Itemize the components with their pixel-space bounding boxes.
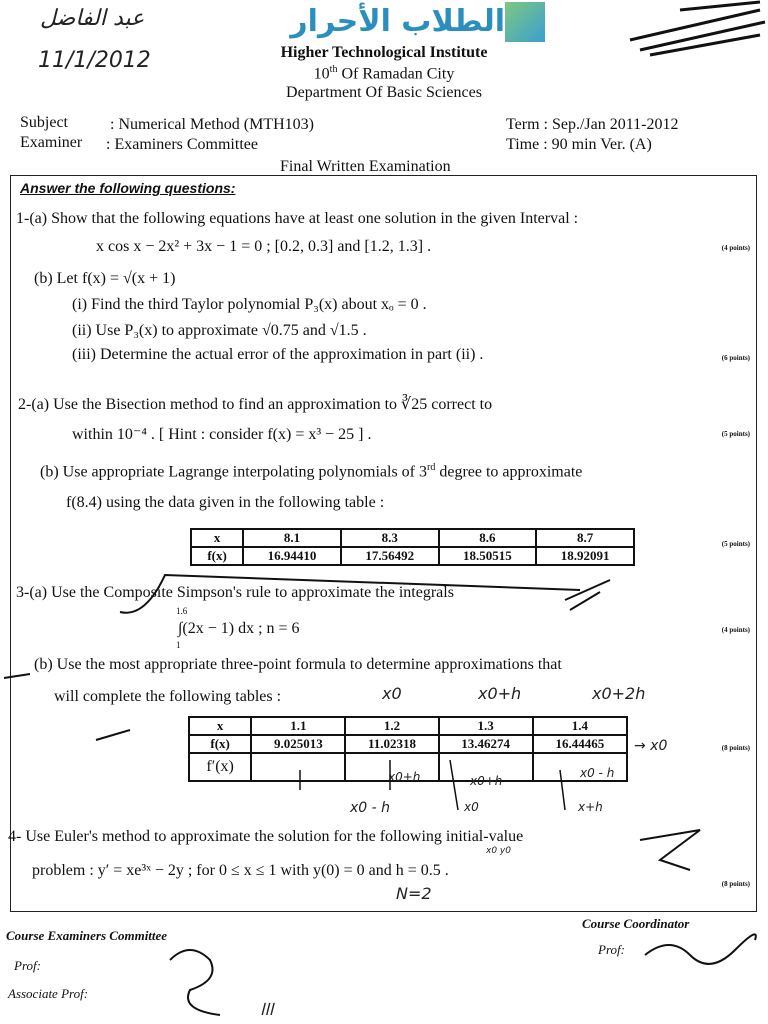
subject-label: Subject: [20, 114, 68, 131]
table-cell: 9.025013: [251, 735, 345, 753]
q4-points: (8 points): [721, 880, 750, 888]
city-name: Of Ramadan City: [337, 65, 455, 83]
q2b-points: (5 points): [721, 540, 750, 548]
annot-x02h: x0+2h: [592, 684, 646, 703]
q3b-points: (8 points): [721, 744, 750, 752]
q2b-label: (b): [40, 463, 59, 481]
annot-x0mh2: x0 - h: [350, 800, 391, 816]
logo-text: الطلاب الأحرار: [290, 4, 505, 39]
annot-x0mh: x0 - h: [580, 766, 615, 780]
table-cell: 8.7: [536, 529, 634, 547]
annot-x0th2: x0+h: [470, 774, 503, 788]
q3b-text: Use the most appropriate three-point formula to determine approximations that: [56, 656, 562, 673]
annot-n2: N=2: [396, 884, 432, 903]
examiner-value: : Examiners Committee: [106, 136, 258, 153]
table-cell: x: [191, 529, 243, 547]
footer-committee: Course Examiners Committee: [6, 928, 168, 943]
bottom-scribble: ااا: [260, 1000, 274, 1019]
q1a-equation: x cos x − 2x² + 3x − 1 = 0 ; [0.2, 0.3] and [1.2, 1.3] .: [96, 238, 432, 255]
q3b-label: (b): [34, 656, 53, 673]
handwritten-date: 11/1/2012: [38, 48, 151, 73]
time-info: Time : 90 min Ver. (A): [506, 136, 652, 153]
table-cell: 17.56492: [341, 547, 439, 565]
annot-xo: x0: [464, 800, 479, 814]
table-cell: x: [189, 717, 251, 735]
table-cell: 1.1: [251, 717, 345, 735]
q1a-label: 1-(a): [16, 210, 48, 227]
q2b-line2: f(8.4) using the data given in the following table :: [66, 494, 385, 511]
q3a-text: Use the Composite Simpson's rule to approximate the integrals: [51, 584, 454, 601]
q3a-lower-limit: 1: [176, 640, 181, 650]
table-cell: 8.3: [341, 529, 439, 547]
annot-xo-small: x0 y0: [486, 846, 511, 856]
table-cell: 11.02318: [345, 735, 438, 753]
q1b-function: f(x) = √(x + 1): [81, 270, 176, 287]
handwritten-name: عبد الفاضل: [40, 6, 145, 31]
exam-title: Final Written Examination: [280, 158, 451, 175]
table-cell: 8.1: [243, 529, 341, 547]
table-cell: f′(x): [189, 753, 251, 781]
q1b-ii-text: Use P₃(x) to approximate √0.75 and √1.5 .: [95, 322, 367, 339]
table-cell: f(x): [189, 735, 251, 753]
table-cell: 18.92091: [536, 547, 634, 565]
table-cell: 16.44465: [533, 735, 627, 753]
q3a-integral: ∫(2x − 1) dx ; n = 6: [178, 620, 300, 637]
q1a-points: (4 points): [721, 244, 750, 252]
table-cell: 16.94410: [243, 547, 341, 565]
term-info: Term : Sep./Jan 2011-2012: [506, 116, 679, 133]
footer-prof: Prof:: [14, 958, 41, 973]
q3a-points: (4 points): [721, 626, 750, 634]
q1a-text: Show that the following equations have at least one solution in the given Interval :: [51, 210, 579, 227]
q2a-line2: within 10⁻⁴ . [ Hint : consider f(x) = x³ − 25 ] .: [72, 426, 372, 443]
coordinator-signature: [640, 930, 760, 970]
table-cell: 1.4: [533, 717, 627, 735]
q4-line2: problem : y′ = xe³ˣ − 2y ; for 0 ≤ x ≤ 1 with y(0) = 0 and h = 0.5 .: [32, 862, 449, 879]
q1b-i-text: Find the third Taylor polynomial P₃(x) about xₒ = 0 .: [91, 296, 427, 313]
footer-assoc: Associate Prof:: [8, 986, 89, 1001]
annot-x0: x0: [382, 684, 402, 703]
q2b-text-sup: rd: [427, 462, 436, 473]
footer-coordinator: Course Coordinator: [582, 916, 690, 931]
table-cell: 13.46274: [439, 735, 533, 753]
institute-name: Higher Technological Institute: [280, 44, 488, 61]
footer-coord-prof: Prof:: [598, 942, 625, 957]
q4-label: 4-: [8, 828, 22, 845]
q2a-text: Use the Bisection method to find an approximation to ∛25 correct to: [53, 396, 493, 413]
annot-arrow-x0: → x0: [634, 738, 668, 754]
table-cell: f(x): [191, 547, 243, 565]
q1b-i-label: (i): [72, 296, 88, 313]
q1b-iii-label: (iii): [72, 346, 96, 363]
annot-x0h: x0+h: [478, 684, 522, 703]
examiner-label: Examiner: [20, 134, 83, 151]
q4-text: Use Euler's method to approximate the solution for the following initial-value: [25, 828, 524, 845]
annot-x0th: x0+h: [388, 770, 421, 784]
city-number: 10: [313, 65, 330, 83]
q1b-iii-text: Determine the actual error of the approximation in part (ii) .: [100, 346, 484, 363]
subject-value: : Numerical Method (MTH103): [110, 116, 314, 133]
city-suffix: th: [329, 64, 338, 75]
q3a-upper-limit: 1.6: [176, 606, 188, 616]
q2a-label: 2-(a): [18, 396, 50, 413]
q1b-ii-label: (ii): [72, 322, 92, 339]
q3b-line2: will complete the following tables :: [54, 688, 282, 705]
q1b-points: (6 points): [721, 354, 750, 362]
department-name: Department Of Basic Sciences: [286, 84, 482, 101]
annot-x2h: x+h: [578, 800, 603, 814]
q2a-points: (5 points): [721, 430, 750, 438]
table-cell: 18.50515: [439, 547, 537, 565]
q2b-text-pre: Use appropriate Lagrange interpolating polynomials of 3: [62, 463, 427, 481]
table-cell: 8.6: [439, 529, 537, 547]
signature-stamp: [160, 940, 250, 1020]
table-cell: 1.3: [439, 717, 533, 735]
table-cell: 1.2: [345, 717, 438, 735]
instructions: Answer the following questions:: [20, 180, 236, 196]
q3a-label: 3-(a): [16, 584, 48, 601]
q2b-text-post: degree to approximate: [435, 463, 583, 481]
q1b-label: (b) Let: [34, 270, 78, 287]
